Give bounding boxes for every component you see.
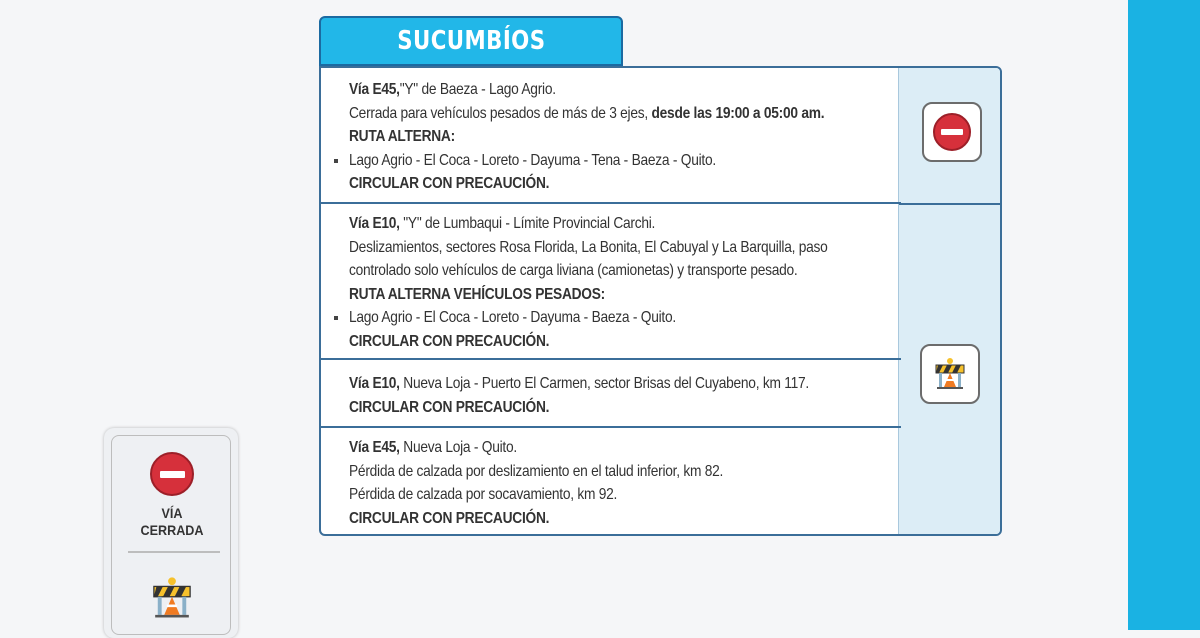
no-entry-icon (933, 113, 971, 151)
table-row (321, 78, 901, 196)
route-code: Vía E45, (349, 81, 400, 98)
table-row (321, 212, 901, 354)
route-code: Vía E10, (349, 215, 400, 232)
legend-closed-label: VÍA (161, 505, 183, 521)
route-description: Nueva Loja - Puerto El Carmen, sector Brisas del Cuyabeno, km 117. (399, 375, 809, 392)
restriction-hours: desde las 19:00 a 05:00 am. (651, 104, 825, 122)
legend-closed-label: CERRADA (140, 522, 204, 538)
right-accent-bar (1128, 0, 1200, 630)
bullet-icon (334, 316, 338, 320)
route-description: Nueva Loja - Quito. (399, 439, 517, 456)
caution-text: CIRCULAR CON PRECAUCIÓN. (349, 398, 550, 416)
row-divider (321, 426, 901, 428)
road-barrier-icon (150, 576, 194, 624)
road-status-table (319, 66, 1002, 536)
caution-text: CIRCULAR CON PRECAUCIÓN. (349, 332, 550, 350)
caution-sign (920, 344, 980, 404)
route-description: "Y" de Lumbaqui - Límite Provincial Carchi. (399, 215, 656, 232)
road-barrier-icon (933, 357, 967, 391)
condition-text: controlado solo vehículos de carga liviana (camionetas) y transporte pesado. (349, 262, 798, 280)
legend-box (111, 435, 231, 635)
row-divider (321, 202, 901, 204)
road-closed-sign (922, 102, 982, 162)
caution-text: CIRCULAR CON PRECAUCIÓN. (349, 175, 550, 193)
caution-text: CIRCULAR CON PRECAUCIÓN. (349, 509, 550, 527)
no-entry-legend (150, 452, 194, 496)
condition-text: Pérdida de calzada por socavamiento, km 92. (349, 486, 618, 504)
row-divider (321, 358, 901, 360)
route-description: "Y" de Baeza - Lago Agrio. (399, 81, 556, 98)
alternate-route-text: Lago Agrio - El Coca - Loreto - Dayuma - Baeza - Quito. (349, 309, 676, 327)
province-title: SUCUMBÍOS (396, 26, 546, 56)
restriction-text: Cerrada para vehículos pesados de más de 3 ejes, (349, 104, 652, 122)
legend-divider (128, 551, 220, 553)
province-header-tab (319, 16, 623, 66)
table-row (321, 372, 901, 419)
alternate-route-text: Lago Agrio - El Coca - Loreto - Dayuma - Tena - Baeza - Quito. (349, 151, 716, 169)
condition-text: Pérdida de calzada por deslizamiento en el talud inferior, km 82. (349, 462, 724, 480)
legend-panel (104, 428, 238, 638)
caution-legend (150, 576, 194, 629)
bullet-icon (334, 159, 338, 163)
no-entry-icon (150, 452, 194, 496)
alternate-route-heading: RUTA ALTERNA: (349, 128, 455, 146)
table-row (321, 436, 901, 530)
route-code: Vía E10, (349, 375, 400, 392)
route-code: Vía E45, (349, 439, 400, 456)
condition-text: Deslizamientos, sectores Rosa Florida, La Bonita, El Cabuyal y La Barquilla, paso (349, 238, 828, 256)
icon-column-divider (899, 203, 1000, 205)
alternate-route-heading: RUTA ALTERNA VEHÍCULOS PESADOS: (349, 285, 605, 303)
